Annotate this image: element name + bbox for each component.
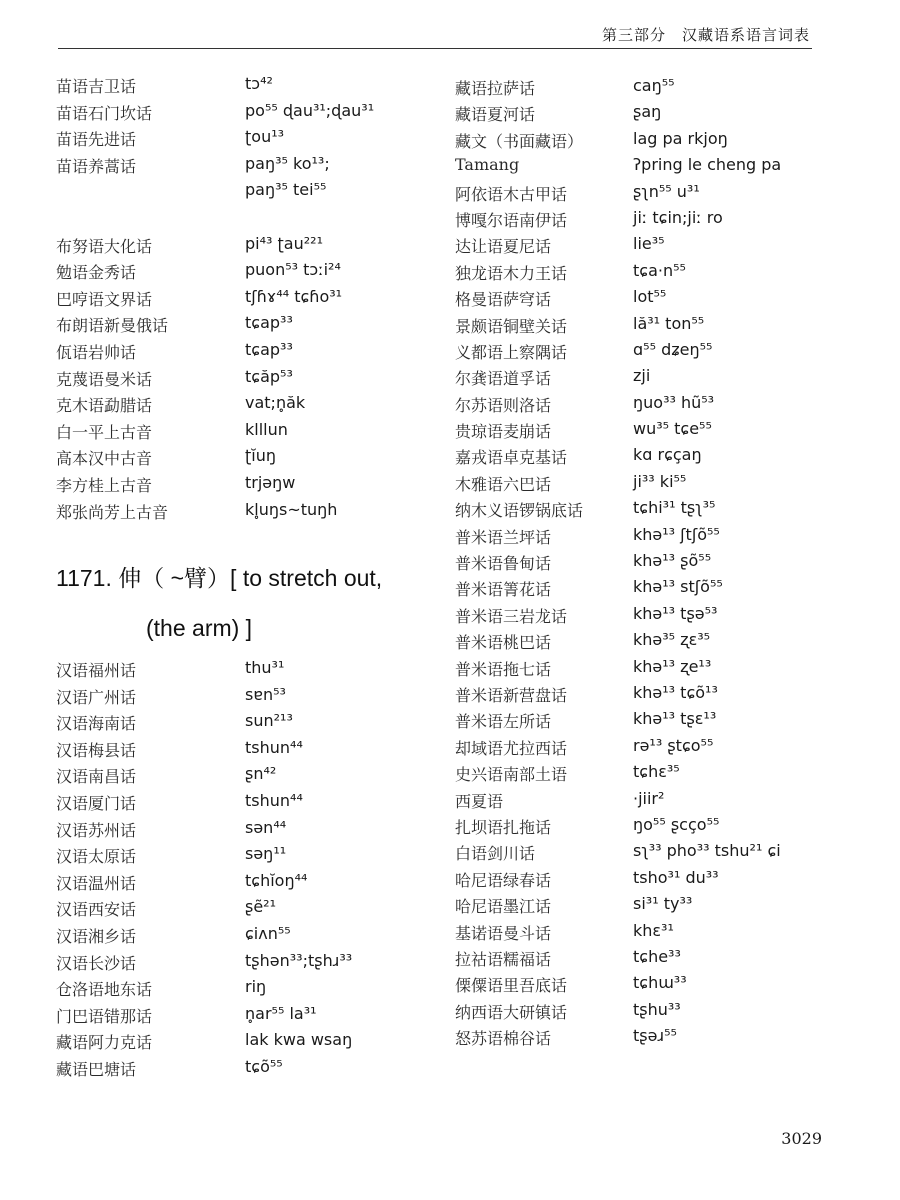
vocab-row [455,261,855,287]
vocab-row [56,1030,446,1057]
language-name: 格曼语萨穹话 [455,290,552,310]
language-name: 哈尼语绿春话 [455,870,552,890]
language-name: 汉语湘乡话 [56,926,137,946]
vocab-row [455,947,855,973]
language-name: 藏语夏河话 [455,105,536,125]
phonetic-form: ŋuo³³ hũ⁵³ [633,392,715,412]
vocab-row [56,924,446,951]
language-name: 汉语长沙话 [56,953,137,973]
phonetic-form: klllun [245,419,288,439]
language-name: 西夏语 [455,791,504,811]
phonetic-form: kɑ rɕçaŋ [633,445,702,465]
vocab-row [455,208,855,234]
phonetic-form: trjəŋw [245,472,296,492]
phonetic-form: tɕa·n⁵⁵ [633,260,686,280]
vocab-row [455,709,855,735]
phonetic-form: ʂn⁴² [245,764,277,784]
language-name: 苗语吉卫话 [56,77,137,96]
vocab-row [455,815,855,841]
vocab-row [455,314,855,340]
vocab-row [455,498,855,524]
vocab-row [56,658,446,685]
phonetic-form: tɕhɛ³⁵ [633,762,680,782]
phonetic-form: tɕõ⁵⁵ [245,1056,283,1076]
language-name: 仓洛语地东话 [56,980,153,1000]
language-name: 高本汉中古音 [56,449,153,469]
vocab-row [455,762,855,788]
phonetic-form: tʂhu³³ [633,999,681,1019]
language-name: 汉语南昌话 [56,767,137,787]
vocab-row [455,921,855,947]
vocab-row [455,551,855,577]
language-name: 藏语巴塘话 [56,1059,137,1079]
entry-heading-line2: (the arm) ] [146,615,253,641]
phonetic-form: sɐn⁵³ [245,684,286,704]
language-name: 纳西语大研镇话 [455,1002,568,1022]
phonetic-form: khə¹³ tʂə⁵³ [633,603,718,623]
vocab-row [455,419,855,445]
language-name: 汉语西安话 [56,900,137,920]
vocab-row [56,446,446,473]
vocab-row [455,234,855,260]
phonetic-form: riŋ [245,977,267,997]
vocab-row [455,894,855,920]
language-name: Tamang [455,155,520,175]
language-name: 达让语夏尼话 [455,237,552,257]
phonetic-form: tɕap³³ [245,313,293,333]
phonetic-form: lot⁵⁵ [633,287,667,307]
vocab-row [455,683,855,709]
phonetic-form: ʈou¹³ [245,127,285,147]
language-name: 勉语金秀话 [56,263,137,283]
phonetic-form: ·jiir² [633,788,665,808]
phonetic-form: ʔpring le cheng pa [633,155,782,175]
phonetic-form: khə¹³ tʂɛ¹³ [633,709,717,729]
language-name: 克木语勐腊话 [56,396,153,416]
phonetic-form: lă³¹ ton⁵⁵ [633,313,705,333]
phonetic-form: ʂẽ²¹ [245,897,277,917]
left-bottom-entries [56,658,446,1084]
language-name: 藏语阿力克话 [56,1033,153,1053]
phonetic-form: ɕiʌn⁵⁵ [245,923,291,943]
vocab-row [455,393,855,419]
vocab-row [56,101,446,128]
vocab-row [56,764,446,791]
running-header: 第三部分 汉藏语系语言词表 [601,26,810,44]
vocab-row [56,791,446,818]
vocab-row [56,818,446,845]
vocab-row [56,154,446,181]
phonetic-form: tʂəɹ⁵⁵ [633,1026,677,1046]
language-name: 布朗语新曼俄话 [56,316,169,336]
language-name: 纳木义语锣锅底话 [455,501,584,521]
language-name: 布努语大化话 [56,236,153,256]
language-name: 汉语苏州话 [56,820,137,840]
phonetic-form: n̥ar⁵⁵ la³¹ [245,1003,317,1023]
language-name: 基诺语曼斗话 [455,923,552,943]
phonetic-form: thu³¹ [245,658,285,677]
language-name: 普米语拖七话 [455,659,552,679]
vocab-row [455,76,855,102]
language-name: 普米语三岩龙话 [455,606,568,626]
language-name: 汉语福州话 [56,661,137,680]
vocab-row [56,260,446,287]
language-name: 汉语梅县话 [56,740,137,760]
phonetic-form: tɕap³³ [245,339,293,359]
vocab-row [455,604,855,630]
vocab-row [455,973,855,999]
right-column [455,76,855,1052]
vocab-row [56,287,446,314]
language-name: 却域语尤拉西话 [455,738,568,758]
page-number: 3029 [781,1129,822,1148]
vocab-row [455,340,855,366]
language-name: 普米语桃巴话 [455,633,552,653]
phonetic-form: khɛ³¹ [633,920,674,940]
vocab-row [455,525,855,551]
phonetic-form: wu³⁵ tɕe⁵⁵ [633,419,712,439]
vocab-row [455,287,855,313]
phonetic-form: pi⁴³ ʈau²²¹ [245,233,323,253]
vocab-row [56,977,446,1004]
vocab-row [455,736,855,762]
vocab-row [455,102,855,128]
phonetic-form: si³¹ ty³³ [633,894,693,914]
phonetic-form: sʅ³³ pho³³ tshu²¹ ɕi [633,841,781,861]
phonetic-form: sən⁴⁴ [245,817,287,837]
language-name: 阿依语木古甲话 [455,184,568,204]
phonetic-form: tɔ⁴² [245,74,273,93]
language-name: 景颇语铜壁关话 [455,316,568,336]
language-name: 巴哼语文界话 [56,289,153,309]
vocab-row [455,841,855,867]
phonetic-form: səŋ¹¹ [245,844,287,864]
vocab-row [56,367,446,394]
vocab-row [455,1000,855,1026]
vocab-row [455,577,855,603]
vocab-row [455,657,855,683]
phonetic-form: tʂhən³³;tʂhɹ³³ [245,950,353,970]
language-name: 藏语拉萨话 [455,79,536,98]
phonetic-form: khə¹³ ʂõ⁵⁵ [633,551,712,571]
phonetic-form: khə¹³ ʐe¹³ [633,656,712,676]
language-name: 苗语养蒿话 [56,156,137,176]
phonetic-form: puon⁵³ tɔːi²⁴ [245,260,341,280]
header-rule [58,48,812,49]
language-name: 博嘎尔语南伊话 [455,210,568,230]
language-name: 郑张尚芳上古音 [56,502,169,522]
vocab-row [56,420,446,447]
phonetic-form: rə¹³ ʂtɕo⁵⁵ [633,735,714,755]
vocab-row [56,207,446,234]
phonetic-form: po⁵⁵ ɖau³¹;ɖau³¹ [245,100,375,120]
vocab-row [56,951,446,978]
language-name: 苗语石门坎话 [56,103,153,123]
phonetic-form: ʂaŋ [633,102,662,122]
language-name: 白一平上古音 [56,422,153,442]
language-name: 佤语岩帅话 [56,342,137,362]
phonetic-form: lie³⁵ [633,234,665,254]
vocab-row [56,180,446,207]
vocab-row [455,155,855,181]
language-name: 哈尼语墨江话 [455,897,552,917]
vocab-row [455,182,855,208]
language-name: 拉祜语糯福话 [455,949,552,969]
phonetic-form: vat;n̥ăk [245,393,306,413]
language-name: 克蔑语曼米话 [56,369,153,389]
phonetic-form: khə³⁵ ʐɛ³⁵ [633,630,711,650]
language-name: 白语剑川话 [455,844,536,864]
language-name: 尔苏语则洛话 [455,395,552,415]
vocab-row [455,472,855,498]
language-name: 汉语海南话 [56,714,137,734]
language-name: 普米语兰坪话 [455,527,552,547]
phonetic-form: tɕhi³¹ tʂʅ³⁵ [633,498,716,518]
left-top-entries [56,74,446,526]
phonetic-form: khə¹³ ʃtʃõ⁵⁵ [633,524,720,544]
vocab-row [455,445,855,471]
phonetic-form: tʃɦɤ⁴⁴ tɕɦo³¹ [245,286,343,306]
phonetic-form: khə¹³ tɕõ¹³ [633,682,718,702]
phonetic-form: caŋ⁵⁵ [633,76,675,95]
phonetic-form: sun²¹³ [245,711,293,731]
vocab-row [56,711,446,738]
phonetic-form: lak kwa wsaŋ [245,1030,353,1050]
left-column [56,74,446,1079]
vocab-row [455,129,855,155]
phonetic-form: tɕhe³³ [633,946,681,966]
language-name: 普米语箐花话 [455,580,552,600]
vocab-row [56,473,446,500]
language-name: 扎坝语扎拖话 [455,817,552,837]
vocab-row [56,1004,446,1031]
vocab-row [56,234,446,261]
vocab-row [56,127,446,154]
vocab-row [455,789,855,815]
vocab-row [56,871,446,898]
phonetic-form: zji [633,366,651,386]
phonetic-form: lag pa rkjoŋ [633,128,728,148]
phonetic-form: tɕăp⁵³ [245,366,293,386]
language-name: 苗语先进话 [56,130,137,150]
phonetic-form: ʂʅn⁵⁵ u³¹ [633,181,700,201]
vocab-row [56,685,446,712]
vocab-row [455,630,855,656]
language-name: 嘉戎语卓克基话 [455,448,568,468]
language-name: 门巴语错那话 [56,1006,153,1026]
language-name: 汉语广州话 [56,687,137,707]
language-name: 藏文（书面藏语） [455,131,584,151]
phonetic-form: ɑ⁵⁵ dʑeŋ⁵⁵ [633,339,713,359]
phonetic-form: khə¹³ stʃõ⁵⁵ [633,577,723,597]
vocab-row [455,366,855,392]
vocab-row [455,1026,855,1052]
language-name: 傈僳语里吾底话 [455,976,568,996]
vocab-row [56,313,446,340]
language-name: 普米语左所话 [455,712,552,732]
vocab-row [56,393,446,420]
phonetic-form: tsho³¹ du³³ [633,867,719,887]
phonetic-form: paŋ³⁵ ko¹³; [245,153,330,173]
vocab-row [56,340,446,367]
phonetic-form: tɕhɯ³³ [633,973,687,993]
language-name: 汉语厦门话 [56,793,137,813]
phonetic-form: jiː tɕin;jiː ro [633,207,723,227]
vocab-row [56,844,446,871]
vocab-row [455,868,855,894]
language-name: 贵琼语麦崩话 [455,422,552,442]
phonetic-form: tɕhĭoŋ⁴⁴ [245,870,308,890]
phonetic-form: tshun⁴⁴ [245,790,303,810]
language-name: 汉语温州话 [56,873,137,893]
vocab-row [56,74,446,101]
phonetic-form: kl̥uŋs~tuŋh [245,499,338,519]
entry-heading-line1: 1171. 伸（ ~臂）[ to stretch out, [56,565,383,591]
language-name: 史兴语南部土语 [455,765,568,785]
language-name: 普米语鲁甸话 [455,554,552,574]
language-name: 独龙语木力王话 [455,263,568,283]
language-name: 木雅语六巴话 [455,474,552,494]
phonetic-form: paŋ³⁵ tei⁵⁵ [245,180,327,200]
language-name: 普米语新营盘话 [455,685,568,705]
language-name: 怒苏语棉谷话 [455,1029,552,1049]
phonetic-form: ji³³ ki⁵⁵ [633,471,687,491]
vocab-row [56,1057,446,1084]
phonetic-form: tshun⁴⁴ [245,737,303,757]
language-name: 尔龚语道孚话 [455,369,552,389]
vocab-row [56,500,446,527]
language-name: 义都语上察隅话 [455,342,568,362]
phonetic-form: ʈĭuŋ [245,446,276,466]
vocab-row [56,738,446,765]
vocab-row [56,897,446,924]
phonetic-form: ŋo⁵⁵ ʂcço⁵⁵ [633,814,720,834]
language-name: 李方桂上古音 [56,475,153,495]
language-name: 汉语太原话 [56,847,137,867]
